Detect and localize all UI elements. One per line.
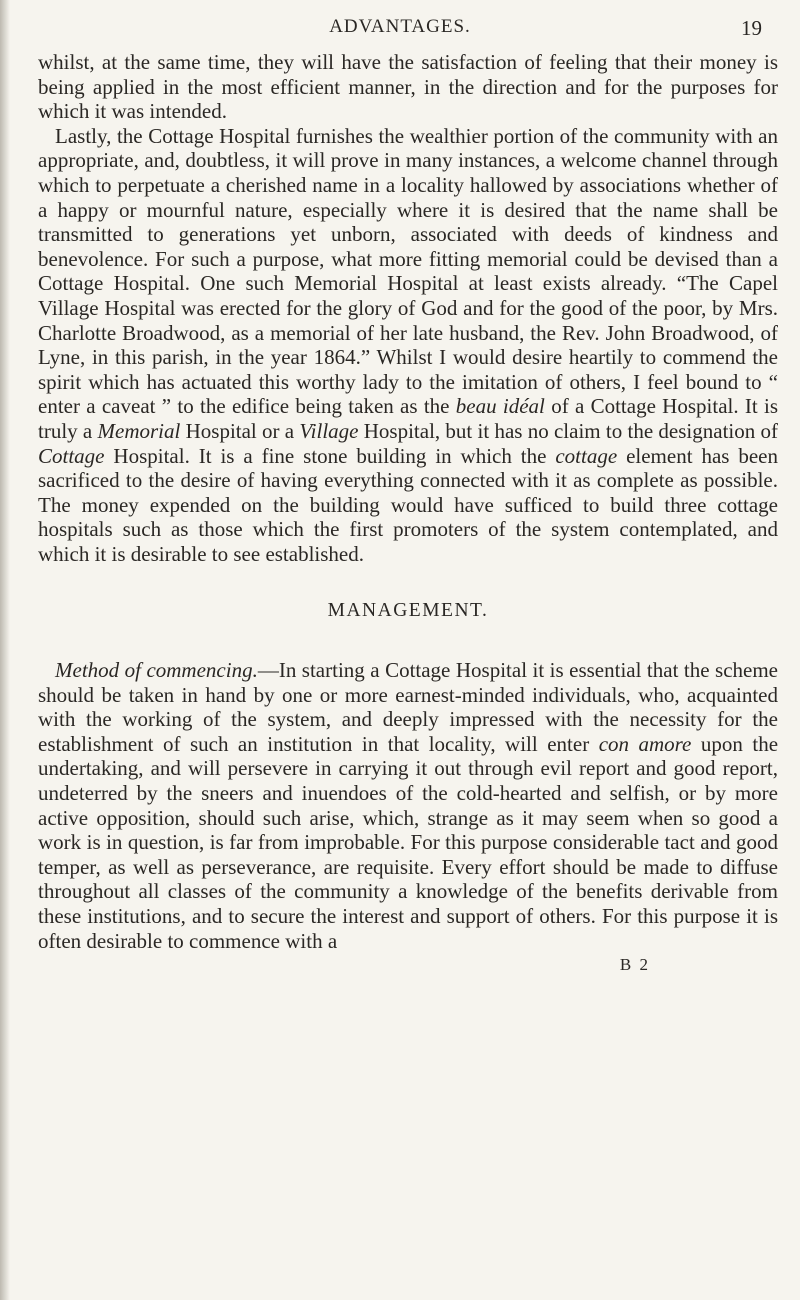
section-heading: MANAGEMENT. <box>327 600 489 622</box>
text-segment: Lastly, the Cottage Hospital furnishes the wealthier portion of the community with an appropriate, and, doubtless, it will prove in many instances, a welcome channel through which to perpetuate a cherished name in a locality hallowed by associations whether of a happy or mournful nature, especially where it is desired that the name shall be transmitted to generations yet unborn, associated with deeds of kindness and benevolence. For such a purpose, what more fitting memorial could be devised than a Cottage Hospital. One such Memorial Hospital at least exists already. “The Capel Village Hospital was erected for the glory of God and for the good of the poor, by Mrs. Charlotte Broadwood, as a memorial of her late husband, the Rev. John Broadwood, of Lyne, in this parish, in the year 1864.” Whilst I would desire heartily to commend the spirit which has actuated this worthy lady to the imitation of others, I feel bound to “ enter a caveat ” to the edifice being taken as the <box>38 123 778 419</box>
paragraph-continuation <box>38 50 778 124</box>
text-segment: whilst, at the same time, they will have the satisfaction of feeling that their money is being applied in the most efficient manner, in the direction and for the purposes for which it was intended. <box>38 50 778 124</box>
signature-mark: B 2 <box>619 955 650 975</box>
text-segment: Hospital, but it has no claim to the designation of <box>358 418 778 443</box>
page-number: 19 <box>741 16 762 40</box>
running-head: ADVANTAGES. <box>329 16 471 37</box>
body-text <box>38 50 778 978</box>
italic-text-segment: Village <box>299 418 359 443</box>
text-segment: element has been sacrificed to the desire of having everything connected with it as complete as possible. The money expended on the building would have sufficed to build three cottage hospitals such as those which the first promoters of the system contemplated, and which it is desirable to see established. <box>38 443 778 566</box>
paragraph-management <box>38 658 778 953</box>
italic-text-segment: Memorial <box>97 418 181 443</box>
text-segment: of a Cottage Hospital. It is truly a <box>38 394 779 443</box>
page-header <box>0 16 800 44</box>
paragraph-lastly <box>38 124 778 567</box>
italic-text-segment: con amore <box>598 731 692 756</box>
text-segment: —In starting a Cottage Hospital it is essential that the scheme should be taken in hand by one or more earnest-minded individuals, who, acquainted with the working of the system, and deeply impressed with the necessity for the establishment of such an institution in that locality, will enter <box>38 658 778 756</box>
italic-text-segment: Method of commencing. <box>55 658 258 683</box>
text-segment: Hospital or a <box>180 418 300 443</box>
italic-text-segment: beau idéal <box>455 394 545 419</box>
binding-shadow <box>0 0 10 1300</box>
text-segment: upon the undertaking, and will persevere in carrying it out through evil report and good report, undeterred by the sneers and inuendoes of the cold-hearted and selfish, or by more active opposition, should such arise, which, strange as it may seem when so good a work is in question, is far from improbable. For this purpose considerable tact and good temper, as well as perseverance, are requisite. Every effort should be made to diffuse throughout all classes of the community a knowledge of the benefits derivable from these institutions, and to secure the interest and support of others. For this purpose it is often desirable to commence with a <box>38 731 779 953</box>
italic-text-segment: Cottage <box>38 443 105 468</box>
text-segment: Hospital. It is a fine stone building in which the <box>104 443 556 468</box>
italic-text-segment: cottage <box>555 443 618 468</box>
